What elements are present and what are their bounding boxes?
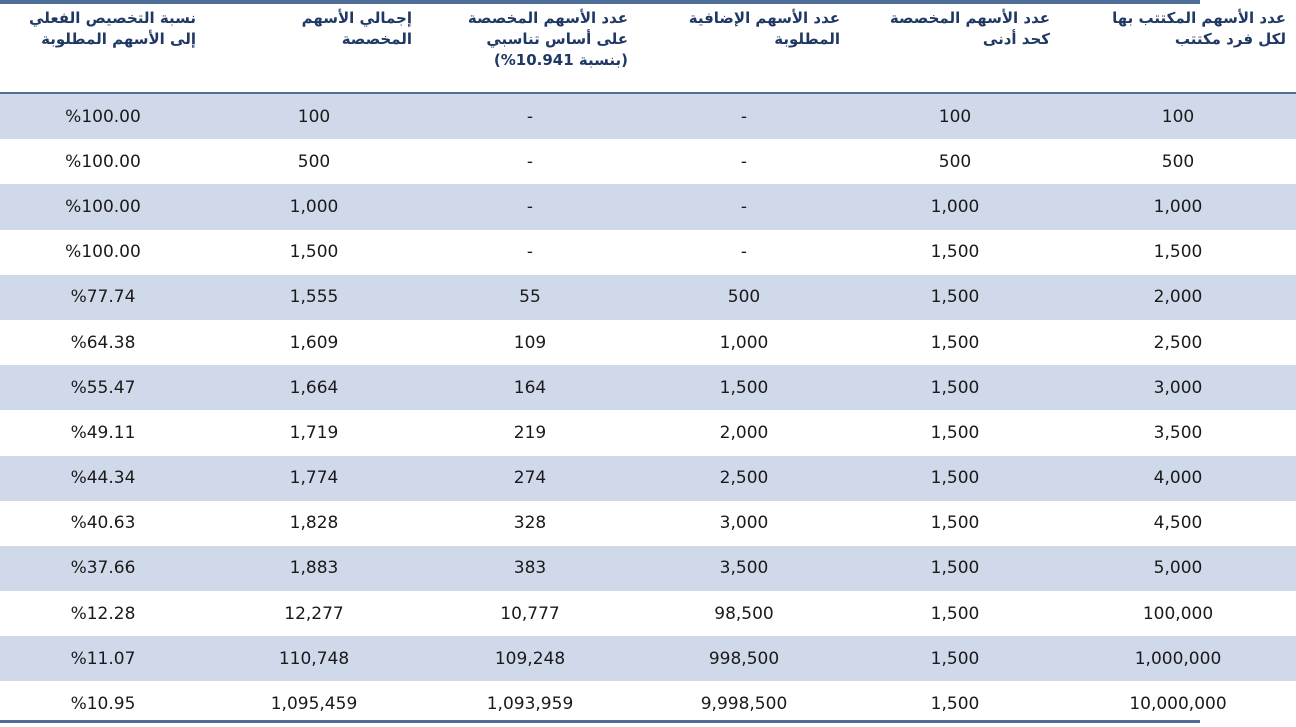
cell-shares-subscribed: 1,500 xyxy=(1060,230,1296,275)
cell-shares-subscribed: 3,500 xyxy=(1060,410,1296,455)
cell-minimum-allocated: 1,500 xyxy=(850,365,1060,410)
table-row xyxy=(0,591,1296,636)
cell-total-allocated: 110,748 xyxy=(206,636,422,681)
allocation-table xyxy=(0,4,1296,727)
table-row xyxy=(0,230,1296,275)
cell-proportional-allocated: 55 xyxy=(422,275,638,320)
cell-additional-requested: 9,998,500 xyxy=(638,681,850,726)
cell-shares-subscribed: 1,000 xyxy=(1060,184,1296,229)
cell-proportional-allocated: - xyxy=(422,93,638,139)
cell-allocation-ratio: %44.34 xyxy=(0,456,206,501)
cell-total-allocated: 1,609 xyxy=(206,320,422,365)
cell-proportional-allocated: 219 xyxy=(422,410,638,455)
cell-shares-subscribed: 2,000 xyxy=(1060,275,1296,320)
cell-minimum-allocated: 1,500 xyxy=(850,501,1060,546)
cell-additional-requested: 2,000 xyxy=(638,410,850,455)
cell-minimum-allocated: 1,500 xyxy=(850,275,1060,320)
header-allocation-ratio: نسبة التخصيص الفعلي إلى الأسهم المطلوبة xyxy=(0,4,206,93)
cell-shares-subscribed: 1,000,000 xyxy=(1060,636,1296,681)
cell-minimum-allocated: 1,500 xyxy=(850,546,1060,591)
cell-proportional-allocated: - xyxy=(422,139,638,184)
cell-allocation-ratio: %11.07 xyxy=(0,636,206,681)
cell-shares-subscribed: 500 xyxy=(1060,139,1296,184)
table-row xyxy=(0,410,1296,455)
table-row xyxy=(0,139,1296,184)
cell-allocation-ratio: %49.11 xyxy=(0,410,206,455)
cell-total-allocated: 1,500 xyxy=(206,230,422,275)
cell-total-allocated: 1,883 xyxy=(206,546,422,591)
cell-total-allocated: 1,774 xyxy=(206,456,422,501)
cell-minimum-allocated: 1,500 xyxy=(850,230,1060,275)
cell-allocation-ratio: %77.74 xyxy=(0,275,206,320)
cell-additional-requested: 1,000 xyxy=(638,320,850,365)
table-row xyxy=(0,546,1296,591)
cell-additional-requested: - xyxy=(638,230,850,275)
cell-additional-requested: 98,500 xyxy=(638,591,850,636)
cell-total-allocated: 1,095,459 xyxy=(206,681,422,726)
cell-shares-subscribed: 3,000 xyxy=(1060,365,1296,410)
cell-total-allocated: 1,000 xyxy=(206,184,422,229)
cell-proportional-allocated: 164 xyxy=(422,365,638,410)
header-total-allocated: إجمالي الأسهم المخصصة xyxy=(206,4,422,93)
cell-proportional-allocated: - xyxy=(422,230,638,275)
cell-additional-requested: - xyxy=(638,139,850,184)
cell-total-allocated: 1,719 xyxy=(206,410,422,455)
cell-minimum-allocated: 1,000 xyxy=(850,184,1060,229)
cell-additional-requested: 500 xyxy=(638,275,850,320)
cell-proportional-allocated: 383 xyxy=(422,546,638,591)
bottom-rule xyxy=(0,720,1200,723)
table-row xyxy=(0,365,1296,410)
cell-minimum-allocated: 1,500 xyxy=(850,636,1060,681)
table-row xyxy=(0,456,1296,501)
cell-minimum-allocated: 1,500 xyxy=(850,681,1060,726)
table-row xyxy=(0,93,1296,139)
cell-shares-subscribed: 10,000,000 xyxy=(1060,681,1296,726)
cell-allocation-ratio: %55.47 xyxy=(0,365,206,410)
cell-shares-subscribed: 5,000 xyxy=(1060,546,1296,591)
cell-additional-requested: - xyxy=(638,184,850,229)
cell-shares-subscribed: 2,500 xyxy=(1060,320,1296,365)
table-row xyxy=(0,501,1296,546)
cell-allocation-ratio: %100.00 xyxy=(0,184,206,229)
cell-total-allocated: 100 xyxy=(206,93,422,139)
header-minimum-allocated: عدد الأسهم المخصصة كحد أدنى xyxy=(850,4,1060,93)
cell-shares-subscribed: 100 xyxy=(1060,93,1296,139)
header-additional-requested: عدد الأسهم الإضافية المطلوبة xyxy=(638,4,850,93)
cell-additional-requested: 3,500 xyxy=(638,546,850,591)
table-row xyxy=(0,184,1296,229)
cell-additional-requested: 1,500 xyxy=(638,365,850,410)
cell-proportional-allocated: 328 xyxy=(422,501,638,546)
cell-shares-subscribed: 100,000 xyxy=(1060,591,1296,636)
cell-allocation-ratio: %100.00 xyxy=(0,93,206,139)
cell-proportional-allocated: 1,093,959 xyxy=(422,681,638,726)
cell-allocation-ratio: %37.66 xyxy=(0,546,206,591)
cell-minimum-allocated: 1,500 xyxy=(850,456,1060,501)
cell-allocation-ratio: %10.95 xyxy=(0,681,206,726)
cell-shares-subscribed: 4,000 xyxy=(1060,456,1296,501)
cell-allocation-ratio: %100.00 xyxy=(0,139,206,184)
cell-additional-requested: - xyxy=(638,93,850,139)
cell-minimum-allocated: 1,500 xyxy=(850,591,1060,636)
cell-proportional-allocated: 274 xyxy=(422,456,638,501)
cell-total-allocated: 12,277 xyxy=(206,591,422,636)
cell-total-allocated: 1,664 xyxy=(206,365,422,410)
table-row xyxy=(0,320,1296,365)
table-row xyxy=(0,275,1296,320)
cell-allocation-ratio: %12.28 xyxy=(0,591,206,636)
header-row xyxy=(0,4,1296,93)
cell-additional-requested: 3,000 xyxy=(638,501,850,546)
header-shares-subscribed: عدد الأسهم المكتتب بها لكل فرد مكتتب xyxy=(1060,4,1296,93)
header-proportional-allocated: عدد الأسهم المخصصة على أساس تناسبي (بنسبة 10.941%) xyxy=(422,4,638,93)
cell-proportional-allocated: 109,248 xyxy=(422,636,638,681)
cell-minimum-allocated: 1,500 xyxy=(850,410,1060,455)
table-row xyxy=(0,636,1296,681)
cell-proportional-allocated: 109 xyxy=(422,320,638,365)
cell-proportional-allocated: - xyxy=(422,184,638,229)
table-body xyxy=(0,93,1296,727)
cell-total-allocated: 1,555 xyxy=(206,275,422,320)
cell-shares-subscribed: 4,500 xyxy=(1060,501,1296,546)
cell-total-allocated: 500 xyxy=(206,139,422,184)
cell-allocation-ratio: %40.63 xyxy=(0,501,206,546)
cell-total-allocated: 1,828 xyxy=(206,501,422,546)
cell-proportional-allocated: 10,777 xyxy=(422,591,638,636)
cell-minimum-allocated: 100 xyxy=(850,93,1060,139)
cell-minimum-allocated: 1,500 xyxy=(850,320,1060,365)
cell-allocation-ratio: %64.38 xyxy=(0,320,206,365)
cell-additional-requested: 998,500 xyxy=(638,636,850,681)
cell-allocation-ratio: %100.00 xyxy=(0,230,206,275)
cell-additional-requested: 2,500 xyxy=(638,456,850,501)
cell-minimum-allocated: 500 xyxy=(850,139,1060,184)
